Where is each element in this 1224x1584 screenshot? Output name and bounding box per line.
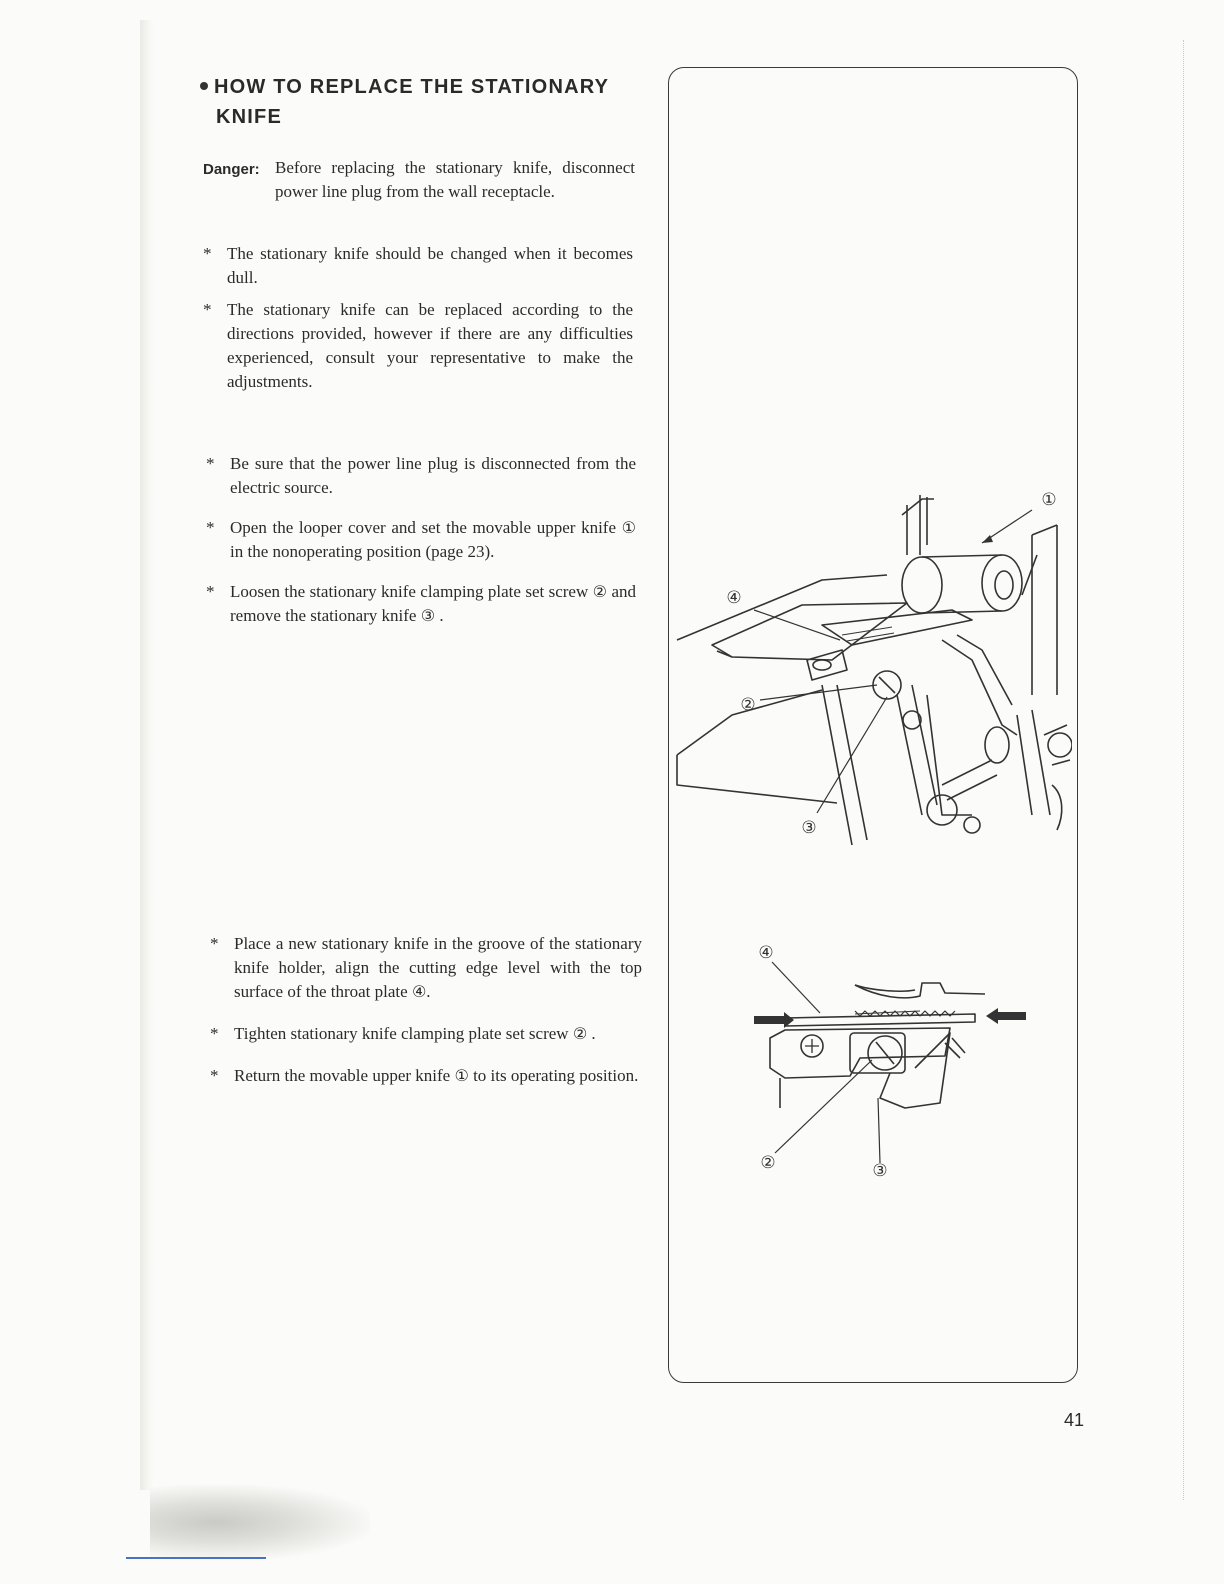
detail-callout-3: ③ (872, 1161, 888, 1181)
notes-list (203, 242, 633, 394)
step-text: Be sure that the power line plug is disconnected from the electric source. (230, 454, 636, 497)
bullet-dot (200, 82, 208, 90)
step-text: Return the movable upper knife ① to its operating position. (234, 1066, 639, 1085)
ref-3: ③ (420, 606, 436, 625)
step-item (210, 1022, 642, 1046)
scan-edge-line (126, 1557, 266, 1559)
steps-install (210, 932, 642, 1088)
step-text: Tighten stationary knife clamping plate set screw ② . (234, 1024, 596, 1043)
callout-4: ④ (726, 588, 742, 608)
step-text: Open the looper cover and set the movable upper knife ① in the nonoperating position (page 23). (230, 518, 636, 561)
step-marker: * (206, 454, 215, 473)
step-marker: * (206, 582, 215, 601)
ref-4: ④ (411, 982, 427, 1001)
step-item (210, 932, 642, 1004)
danger-note (203, 156, 635, 204)
note-marker: * (203, 300, 212, 319)
knife-detail-drawing (740, 938, 1040, 1188)
heading-line2: KNIFE (216, 106, 282, 128)
steps-remove (206, 452, 636, 628)
callout-2: ② (740, 695, 756, 715)
step-marker: * (206, 518, 215, 537)
note-text: The stationary knife should be changed when it becomes dull. (227, 244, 633, 287)
step-item (206, 580, 636, 628)
page-number: 41 (1064, 1410, 1085, 1430)
ref-1: ① (621, 518, 636, 537)
step-marker: * (210, 1024, 219, 1043)
page-edge-dots (1183, 40, 1185, 1500)
step-text: Loosen the stationary knife clamping plate set screw ② and remove the stationary knife ③ . (230, 582, 636, 625)
step-item (210, 1064, 642, 1088)
danger-text: Before replacing the stationary knife, disconnect power line plug from the wall receptacle. (275, 158, 635, 201)
ref-1: ① (454, 1066, 469, 1085)
step-item (206, 452, 636, 500)
detail-callout-4: ④ (758, 943, 774, 963)
binding-shadow (140, 20, 154, 1490)
figure-machine-overview (672, 485, 1072, 855)
step-marker: * (210, 1066, 219, 1085)
step-marker: * (210, 934, 219, 953)
ref-2: ② (572, 1024, 588, 1043)
detail-callout-2: ② (760, 1153, 776, 1173)
callout-3: ③ (801, 818, 817, 838)
note-item (203, 242, 633, 290)
danger-label: Danger: (203, 161, 260, 178)
step-text: Place a new stationary knife in the groove of the stationary knife holder, align the cutting edge level with the top surface of the throat plate ④. (234, 934, 642, 1001)
scan-smudge (150, 1485, 370, 1560)
figure-knife-detail (740, 938, 1040, 1188)
section-heading (200, 72, 640, 132)
note-item (203, 298, 633, 394)
step-item (206, 516, 636, 564)
heading-line1: HOW TO REPLACE THE STATIONARY (214, 76, 610, 98)
machine-drawing (672, 485, 1072, 855)
callout-1: ① (1041, 490, 1057, 510)
note-text: The stationary knife can be replaced according to the directions provided, however if there are any difficulties experienced, consult your representative to make the adjustments. (227, 300, 633, 391)
note-marker: * (203, 244, 212, 263)
ref-2: ② (592, 582, 608, 601)
